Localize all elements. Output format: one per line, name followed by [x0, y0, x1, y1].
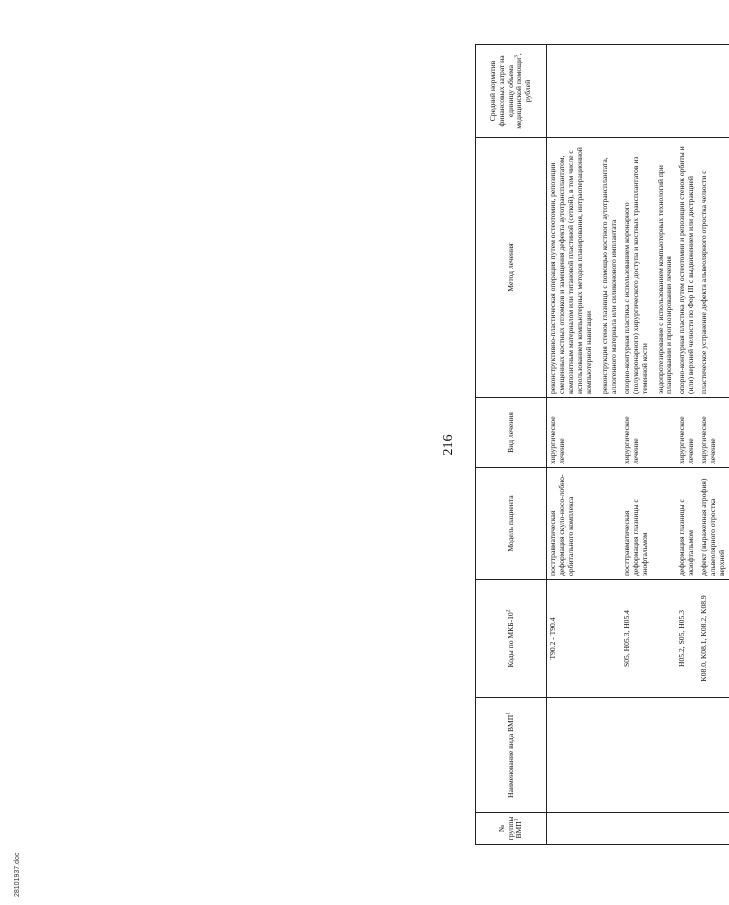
- vmp-name-cell: [698, 698, 729, 813]
- group-number-cell: [698, 813, 729, 845]
- table-header: [476, 45, 547, 845]
- header-vmp-name: Наименование вида ВМП$^1$: [476, 698, 547, 813]
- vmp-name-cell: [621, 698, 677, 813]
- rotated-content: [45, 45, 727, 845]
- treatment-method-cell: [676, 138, 698, 398]
- header-patient-model: Модель пациента: [476, 468, 547, 580]
- file-name-footer: [14, 847, 28, 897]
- group-number-cell: [547, 813, 621, 845]
- method-item: опорно-контурная пластика с использованием коронарного (полукоронарного) хирургического доступа и костных трансплантатов из теменной кости: [621, 156, 649, 394]
- patient-model-cell: посттравматическая деформация глазницы с энофтальмом: [621, 468, 677, 580]
- group-number-cell: [676, 813, 698, 845]
- page-number: 216: [441, 434, 456, 456]
- vmp-table: [475, 44, 729, 845]
- average-cost-cell: [621, 45, 677, 138]
- vmp-name-cell: [676, 698, 698, 813]
- method-item: эндопротезирование с использованием компьютерных технологий при планировании и прогнозировании лечения: [655, 165, 674, 394]
- vmp-name-cell: [547, 698, 621, 813]
- group-number-cell: [621, 813, 677, 845]
- treatment-type-cell: хирургическое лечение: [547, 398, 621, 468]
- average-cost-cell: [698, 45, 729, 138]
- treatment-type-cell: хирургическое лечение: [621, 398, 677, 468]
- table-row: [547, 45, 621, 845]
- table-row: [621, 45, 677, 845]
- method-item: реконструктивно-пластическая операция путем остеотомии, репозиции смещенных костных отломков и замещения дефекта аутотрансплантатом, композитным материалом или титановой пластиной (сеткой), в том числе с использованием компьютерных методов планирования, интраоперационной компьютерной навигации: [548, 147, 593, 394]
- file-name: 28101937.doc: [14, 852, 21, 897]
- method-item: пластическое устранение дефекта альвеолярного отростка челюсти с: [699, 170, 709, 394]
- treatment-type-cell: хирургическое лечение: [676, 398, 698, 468]
- table-row: [698, 45, 729, 845]
- header-treatment-type: Вид лечения: [476, 398, 547, 468]
- header-icd-codes: Коды по МКБ-$10^2$: [476, 580, 547, 698]
- average-cost-cell: [676, 45, 698, 138]
- treatment-type-cell: хирургическое лечение: [698, 398, 729, 468]
- treatment-method-cell: [698, 138, 729, 398]
- patient-model-cell: деформация глазницы с экзофтальмом: [676, 468, 698, 580]
- icd-codes-cell: S05, H05.3, H05.4: [621, 580, 677, 698]
- treatment-method-cell: [621, 138, 677, 398]
- header-average-cost: Средний норматив финансовых затрат на единицу объема медицинской помощи$^3$, рублей: [476, 45, 547, 138]
- patient-model-cell: посттравматическая деформация скуло-носо-лобно-орбитального комплекса: [547, 468, 621, 580]
- icd-codes-cell: H05.2, S05, H05.3: [676, 580, 698, 698]
- header-group-number: № группы ВМП$^1$: [476, 813, 547, 845]
- method-item: реконструкция стенок глазницы с помощью костного аутотрансплантата, аллогенного материала или силиконового имплантата: [599, 157, 618, 394]
- table-row: [676, 45, 698, 845]
- treatment-method-cell: [547, 138, 621, 398]
- average-cost-cell: [547, 45, 621, 138]
- icd-codes-cell: T90.2 - T90.4: [547, 580, 621, 698]
- patient-model-cell: дефект (выраженная атрофия) альвеолярного отростка верхней: [698, 468, 729, 580]
- header-treatment-method: Метод лечения: [476, 138, 547, 398]
- icd-codes-cell: K08.0, K08.1, K08.2, K08.9: [698, 580, 729, 698]
- method-item: опорно-контурная пластика путем остеотомии и репозиции стенок орбиты и (или) верхней челюсти по Фор III с выдвижением или дистракцией: [677, 146, 696, 394]
